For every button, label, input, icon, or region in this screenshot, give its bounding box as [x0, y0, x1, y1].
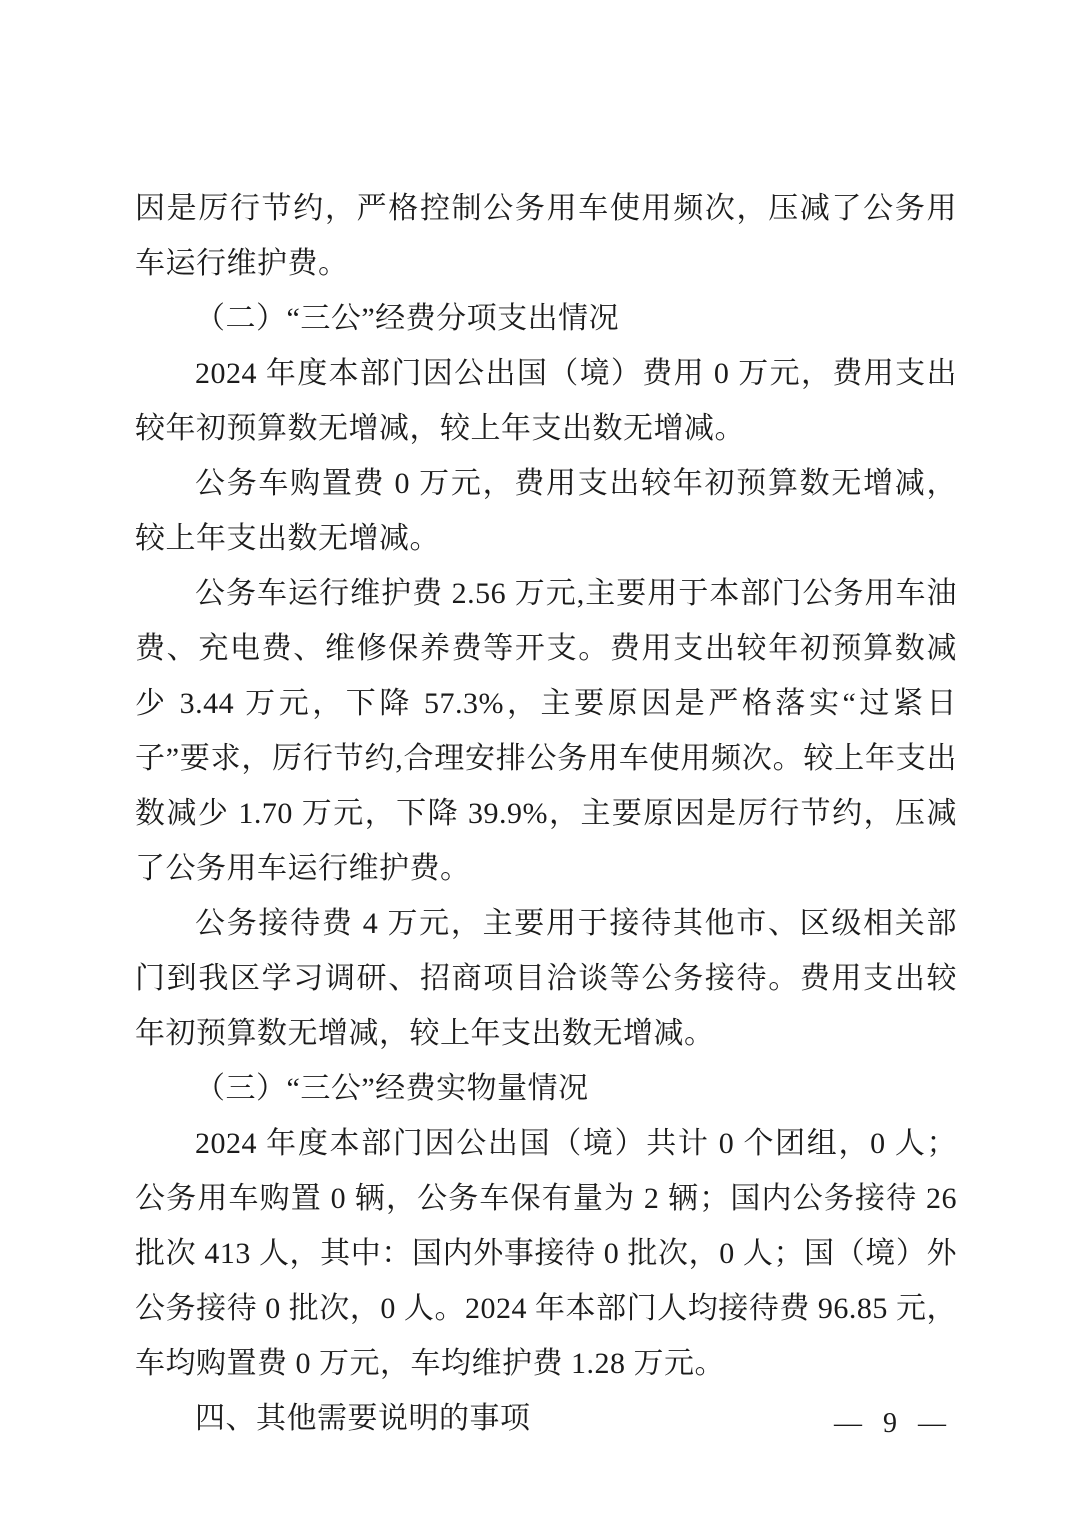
document-body — [135, 181, 957, 1446]
page-number: — 9 — — [834, 1408, 946, 1439]
section-heading-2: （二）“三公”经费分项支出情况 — [195, 302, 620, 335]
chapter-heading-4: 四、其他需要说明的事项 — [195, 1402, 531, 1435]
section-heading-3: （三）“三公”经费实物量情况 — [195, 1072, 589, 1105]
paragraph-continuation: 因是厉行节约，严格控制公务用车使用频次，压减了公务用车运行维护费。 — [135, 192, 957, 280]
paragraph-physical-quantity: 2024 年度本部门因公出国（境）共计 0 个团组，0 人；公务用车购置 0 辆，公务车保有量为 2 辆；国内公务接待 26 批次 413 人，其中：国内外事接待 0 批次，0 人；国（境）外公务接待 0 批次，0 人。2024 年本部门人均接待费 96.85 元，车均购置费 0 万元，车均维护费 1.28 万元。 — [135, 1127, 957, 1380]
paragraph-abroad-expense: 2024 年度本部门因公出国（境）费用 0 万元，费用支出较年初预算数无增减，较上年支出数无增减。 — [135, 357, 957, 445]
paragraph-official-reception: 公务接待费 4 万元，主要用于接待其他市、区级相关部门到我区学习调研、招商项目洽谈等公务接待。费用支出较年初预算数无增减，较上年支出数无增减。 — [135, 907, 957, 1050]
paragraph-vehicle-purchase: 公务车购置费 0 万元，费用支出较年初预算数无增减，较上年支出数无增减。 — [135, 467, 957, 555]
paragraph-vehicle-maintenance: 公务车运行维护费 2.56 万元,主要用于本部门公务用车油费、充电费、维修保养费等开支。费用支出较年初预算数减少 3.44 万元，下降 57.3%，主要原因是严格落实“过紧日子”要求，厉行节约,合理安排公务用车使用频次。较上年支出数减少 1.70 万元，下降 39.9%，主要原因是厉行节约，压减了公务用车运行维护费。 — [135, 577, 957, 885]
